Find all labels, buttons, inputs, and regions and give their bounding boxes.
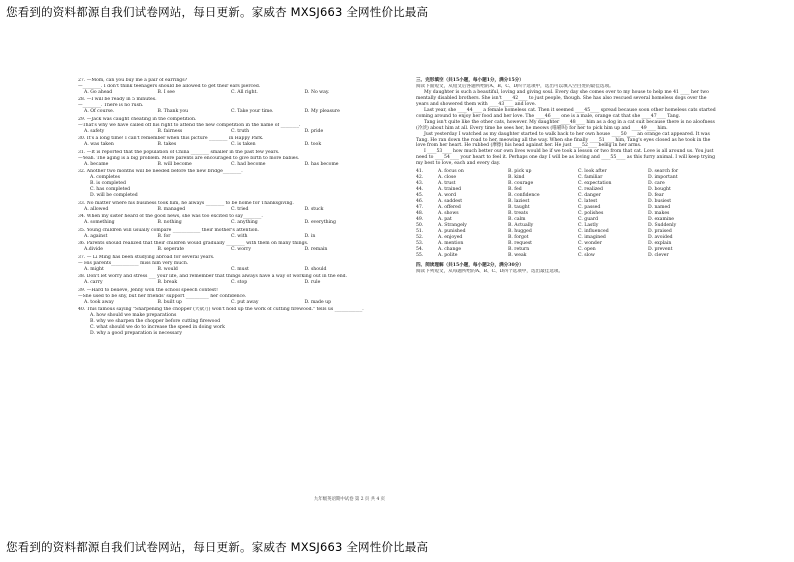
option-text: C. look after xyxy=(578,169,607,175)
question-item xyxy=(78,241,378,253)
option-text: C. stop xyxy=(231,280,248,286)
exam-page xyxy=(78,78,718,518)
option-text: D. busiest xyxy=(648,199,672,205)
reading-instructions: 阅读下列短文，从每题所给的A、B、C、D四个选项中，选出最佳选项。 xyxy=(416,268,564,274)
question-item xyxy=(78,255,378,273)
option-list xyxy=(78,175,378,199)
passage-paragraph: Just yesterday I watched as my daughter started to walk back to her own house ____50____ an orange cat appeared. It was Tang. He ran down the road to her, meowing all the way. When she finally ____51____ him, Tang's eyes closed as he took in the love from her heart. He rubbed (摩擦) his head against her. He just ____52____ being in her arms. xyxy=(416,131,711,149)
question-text: 39. —Hard to believe, Jenny won the school speech contest! xyxy=(78,287,218,293)
question-number: 51. xyxy=(416,228,424,234)
option-text: D. rule xyxy=(304,280,321,286)
option-text: A. something xyxy=(84,220,115,226)
question-text: 33. No matter where his business took him, he always ________ to be home for Thanksgiving. xyxy=(78,200,294,206)
option-list xyxy=(78,313,378,337)
passage-paragraph: I ____53____ how much better our own lives would be if we took a lesson or two from that cat. Love is all around us. You just need to ____54____ your heart to feel it. Perhaps one day I will be as loving and ____55____ as this furry animal. I will keep trying my best to love, each and every day. xyxy=(416,149,716,167)
question-number: 53. xyxy=(416,240,424,246)
bottom-banner: 您看到的资料都源自我们试卷网站，每日更新。家威杏 MXSJ663 全网性价比最高 xyxy=(6,540,429,554)
question-item xyxy=(78,214,378,226)
option-text: A. shows xyxy=(438,210,459,216)
cloze-answer-options xyxy=(416,169,718,258)
option-text: C. slow xyxy=(578,252,595,258)
question-text: —That's why we have called off his right to attend the new competition in the name of ________. xyxy=(78,122,301,128)
question-item xyxy=(78,228,378,240)
option-text: D. why a good preparation is necessary xyxy=(90,330,182,336)
option-text: C. passed xyxy=(578,205,601,211)
option-text: B. why we sharpen the chopper before cutting firewood xyxy=(90,318,221,324)
question-number: 50. xyxy=(416,222,424,228)
question-text: 31. —It is reported that the population of China ________ smaller in the past few years. xyxy=(78,149,280,155)
question-number: 49. xyxy=(416,216,424,222)
question-number: 44. xyxy=(416,187,424,193)
option-row xyxy=(78,207,378,213)
page-footer: 九年级英语期中试卷 第 2 页 共 4 页 xyxy=(314,497,386,502)
option-row xyxy=(78,267,378,273)
cloze-instructions: 阅读下面短文，从短文后各题所给的A、B、C、D四个选项中，选出可以填入空白处的最佳选项。 xyxy=(416,83,614,89)
option-text: C. is taken xyxy=(231,142,256,148)
option-text: D. bought xyxy=(648,187,671,193)
option-text: A. carry xyxy=(84,280,103,286)
option-row xyxy=(78,220,378,226)
option-row xyxy=(78,247,378,253)
option-text: C. open xyxy=(578,246,596,252)
option-row xyxy=(78,142,378,148)
option-text: A. change xyxy=(438,246,462,252)
question-number: 41. xyxy=(416,169,424,175)
option-text: C. anything xyxy=(231,220,258,226)
option-text: D. Suddenly xyxy=(648,222,677,228)
question-text: 38. Don't let worry and stress ___ your life, and remember that things always have a way of working out in the end. xyxy=(78,274,348,280)
option-text: D. should xyxy=(304,266,327,272)
option-text: C. polishes xyxy=(578,210,604,216)
option-text: A. safety xyxy=(84,128,105,134)
option-text: D. care xyxy=(648,181,665,187)
option-text: B. fed xyxy=(508,187,522,193)
option-row xyxy=(78,280,378,286)
passage-paragraph: Last year, she ____44____ a female homeless cat. Then it seemed ____45____ spread because soon other homeless cats started coming around to enjoy her food and her love. The ____46____ one is a male, orange cat that she ____47____ Tang. xyxy=(416,107,716,119)
option-text: B. return xyxy=(508,246,530,252)
option-text: B. for xyxy=(157,233,171,239)
option-text: C. familiar xyxy=(578,175,603,181)
question-number: 45. xyxy=(416,193,424,199)
question-text: — His parents____________ miss him very much. xyxy=(78,260,189,266)
option-row xyxy=(78,234,378,240)
option-text: B. built up xyxy=(157,299,182,305)
option-text: A. against xyxy=(84,233,108,239)
option-text: D. everything xyxy=(304,220,336,226)
option-text: C. had become xyxy=(231,161,266,167)
question-number: 47. xyxy=(416,205,424,211)
option-text: C. wonder xyxy=(578,240,602,246)
right-column-cloze xyxy=(416,78,718,275)
option-text: C. latest xyxy=(578,199,598,205)
option-text: A. mention xyxy=(438,240,464,246)
option-text: A. saddest xyxy=(438,199,463,205)
question-number: 55. xyxy=(416,252,424,258)
option-text: B. treats xyxy=(508,210,528,216)
option-text: B. Thank you xyxy=(157,109,189,115)
option-text: A. trained xyxy=(438,187,462,193)
option-text: A. how should we make preparations xyxy=(90,313,177,319)
option-text: C. with xyxy=(231,233,248,239)
option-text: A. punished xyxy=(438,228,466,234)
option-text: D. examine xyxy=(648,216,674,222)
option-text: A. completes xyxy=(90,175,120,181)
question-item xyxy=(78,136,378,148)
option-text: A. allowed xyxy=(84,206,109,212)
left-column-questions xyxy=(78,78,378,338)
option-row xyxy=(78,300,378,306)
option-text: D. stuck xyxy=(304,206,324,212)
option-text: D. pride xyxy=(304,128,324,134)
option-text: B. break xyxy=(157,280,178,286)
question-text: 27. —Mom, can you buy me a pair of earrings? xyxy=(78,78,188,83)
option-text: A. trust xyxy=(438,181,456,187)
question-text: 36. Parents should realized that their children would gradually ________ with them on many things. xyxy=(78,241,309,247)
question-item xyxy=(78,117,378,135)
question-item xyxy=(78,169,378,199)
option-row xyxy=(78,109,378,115)
top-banner: 您看到的资料都源自我们试卷网站，每日更新。家威杏 MXSJ663 全网性价比最高 xyxy=(6,5,429,19)
option-text: A. Strangely xyxy=(438,222,467,228)
question-number: 43. xyxy=(416,181,424,187)
question-item xyxy=(78,288,378,306)
option-text: B. is completed xyxy=(90,181,126,187)
option-text: A. pat xyxy=(438,216,452,222)
option-text: C. Lastly xyxy=(578,222,599,228)
question-text: 34. When my sister heard of the good news, she was too excited to say________. xyxy=(78,214,263,220)
option-text: D. remain xyxy=(304,247,328,253)
option-text: B. nothing xyxy=(157,220,182,226)
question-text: —She used to be shy, but her friends' support __________ her confidence. xyxy=(78,293,247,299)
option-text: B. kind xyxy=(508,175,525,181)
option-text: B. managed xyxy=(157,206,186,212)
option-text: A. took away xyxy=(84,299,114,305)
option-text: B. takes xyxy=(157,142,177,148)
option-text: B. confidence xyxy=(508,193,540,199)
option-text: C. realized xyxy=(578,187,603,193)
option-text: D. in xyxy=(304,233,316,239)
option-text: B. hugged xyxy=(508,228,532,234)
question-number: 46. xyxy=(416,199,424,205)
option-text: D. made up xyxy=(304,299,332,305)
option-text: D. search for xyxy=(648,169,679,175)
question-item xyxy=(78,78,378,96)
option-text: D. important xyxy=(648,175,678,181)
question-number: 54. xyxy=(416,246,424,252)
option-text: D. No way. xyxy=(304,89,330,95)
option-text: C. expectation xyxy=(578,181,612,187)
reading-section-title: 四、阅读理解（共15小题，每小题2分，满分30分） xyxy=(416,262,524,268)
option-text: D. will be completed xyxy=(90,193,138,199)
option-text: A. polite xyxy=(438,252,458,258)
question-text: 28. —I will be ready in 5 minutes. xyxy=(78,97,157,103)
option-row xyxy=(78,162,378,168)
option-text: D. makes xyxy=(648,210,670,216)
question-text: 35. Young children will usually compare ____________ their mother's attention. xyxy=(78,227,259,233)
option-text: A. Of course. xyxy=(84,109,115,115)
question-item xyxy=(78,150,378,168)
option-text: C. Take your time. xyxy=(231,109,274,115)
option-text: D. took xyxy=(304,142,322,148)
option-text: D. has become xyxy=(304,161,339,167)
option-text: C. tried xyxy=(231,206,249,212)
option-text: C. has completed xyxy=(90,187,131,193)
question-number: 42. xyxy=(416,175,424,181)
option-text: C. worry xyxy=(231,247,251,253)
question-text: 29. —Jack was caught cheating in the competition. xyxy=(78,116,197,122)
option-text: D. prevent xyxy=(648,246,673,252)
option-text: A. might xyxy=(84,266,104,272)
option-text: B. laziest xyxy=(508,199,530,205)
option-text: D. fear xyxy=(648,193,664,199)
option-text: B. courage xyxy=(508,181,534,187)
option-row xyxy=(78,90,378,96)
question-text: 40. This famous saying "Sharpening the chopper (大砍刀) won't hold up the work of cutting firewood." tells us ____________. xyxy=(78,307,364,313)
question-text: 30. It's a long time! I can't remember when this picture ________ in Happy Park. xyxy=(78,136,264,142)
option-text: B. pick up xyxy=(508,169,532,175)
option-text: B. taught xyxy=(508,205,530,211)
option-text: C. influenced xyxy=(578,228,609,234)
option-text: A. offered xyxy=(438,205,461,211)
option-text: B. fairness xyxy=(157,128,183,134)
option-text: B. I see xyxy=(157,89,175,95)
option-text: B. forgot xyxy=(508,234,529,240)
option-text: B. calm xyxy=(508,216,526,222)
option-text: D. avoided xyxy=(648,234,673,240)
option-text: C. danger xyxy=(578,193,601,199)
answer-row xyxy=(416,253,718,259)
option-text: C. truth xyxy=(231,128,250,134)
question-item xyxy=(78,97,378,115)
option-text: D. clever xyxy=(648,252,669,258)
option-text: A. was taken xyxy=(84,142,114,148)
option-text: D. My pleasure xyxy=(304,109,340,115)
option-text: C. guard xyxy=(578,216,599,222)
option-text: B. weak xyxy=(508,252,527,258)
question-item xyxy=(78,201,378,213)
question-text: —Yeah. The aging is a big problem. More parents are encouraged to give birth to more babies. xyxy=(78,155,300,161)
passage-paragraph: My daughter is such a beautiful, loving and giving soul. Every day she comes over to my house to help me 41 ____ her two mentally disabled brothers. She isn't ____42____ to just people, though. She has also rescued several homeless dogs over the years and showered them with ____43____ and love. xyxy=(416,89,709,107)
option-text: B. would xyxy=(157,266,178,272)
question-item xyxy=(78,274,378,286)
option-row xyxy=(78,129,378,135)
question-text: —________. There is no rush. xyxy=(78,103,144,109)
option-text: D. praised xyxy=(648,228,672,234)
option-text: A. enjoyed xyxy=(438,234,463,240)
option-text: C. put away xyxy=(231,299,259,305)
option-text: D. explain xyxy=(648,240,672,246)
option-text: B. seperate xyxy=(157,247,185,253)
option-text: B. Actually xyxy=(508,222,534,228)
cloze-passage xyxy=(416,90,718,167)
option-text: D. named xyxy=(648,205,671,211)
question-text: 37. — Li Ming has been studying abroad for several years. xyxy=(78,254,215,260)
question-text: —________. I don't think teenagers should be allowed to get their ears pierced. xyxy=(78,83,261,89)
question-number: 52. xyxy=(416,234,424,240)
option-text: C. must xyxy=(231,266,249,272)
option-text: C. All right. xyxy=(231,89,258,95)
option-text: C. imagined xyxy=(578,234,606,240)
question-text: 32. Another two months will be needed before the new bridge________. xyxy=(78,169,243,175)
option-text: A. word xyxy=(438,193,457,199)
option-text: A. focus on xyxy=(438,169,464,175)
passage-paragraph: Tang isn't quite like the other cats, however. My daughter ____48____ him as a dog in a cat suit because there is no aloofness (冷淡) about him at all. Every time he sees her, he meows (喵喵叫) for her to pick him up and ____49____ him. xyxy=(416,119,715,131)
option-text: C. what should we do to increase the speed in doing work xyxy=(90,324,225,330)
option-text: B. will become xyxy=(157,161,192,167)
question-item xyxy=(78,307,378,337)
option-text: B. request xyxy=(508,240,533,246)
option-text: A. Go ahead xyxy=(84,89,113,95)
cloze-section-title: 三、完形填空（共15小题，每小题1分，满分15分） xyxy=(416,78,524,83)
option-text: A.divide xyxy=(84,247,103,253)
option-text: A. became xyxy=(84,161,109,167)
option-text: A. close xyxy=(438,175,457,181)
question-number: 48. xyxy=(416,210,424,216)
